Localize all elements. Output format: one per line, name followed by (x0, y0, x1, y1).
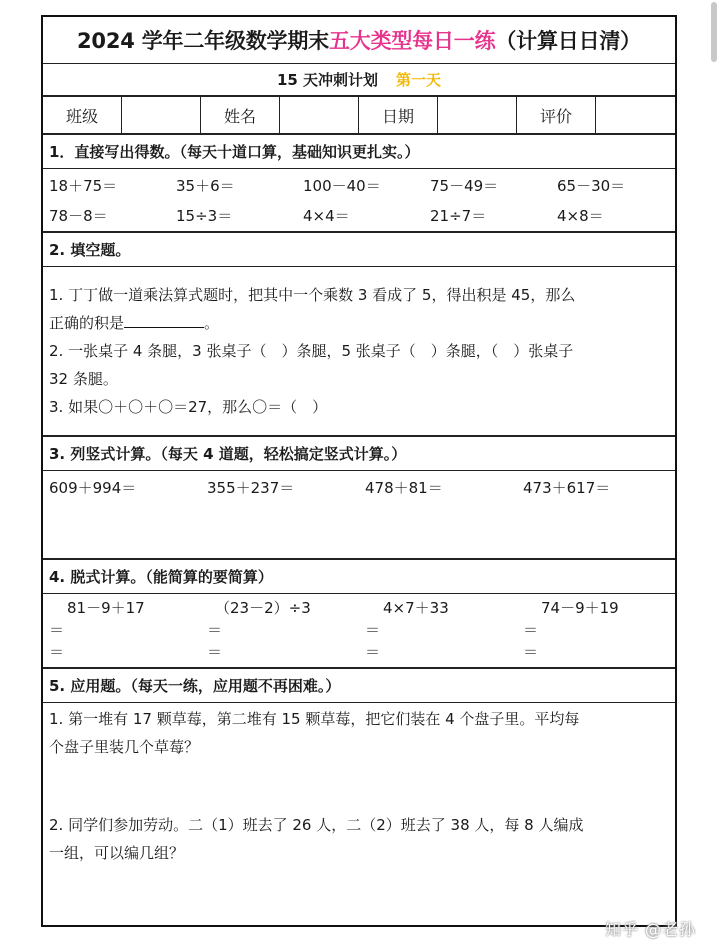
plan-label: 15 天冲刺计划 (276, 71, 379, 89)
oral-problem: 78－8＝ (49, 207, 108, 225)
zhihu-watermark: 知乎 @老孙 (604, 920, 696, 939)
equals-sign: ＝ (207, 643, 223, 661)
stepwise-problem: （23－2）÷3 (215, 599, 311, 617)
stepwise-problem: 74－9＋19 (541, 599, 619, 617)
oral-problem: 35＋6＝ (176, 177, 235, 195)
vertical-problem: 609＋994＝ (49, 479, 137, 497)
worksheet-title (43, 17, 675, 64)
name-field[interactable] (280, 97, 359, 133)
oral-problem: 21÷7＝ (430, 207, 487, 225)
title-highlight: 五大类型每日一练 (328, 29, 496, 53)
oral-problem: 100－40＝ (303, 177, 381, 195)
title-prefix: 2024 学年二年级数学期末 (77, 29, 329, 53)
fill-question-2a: 2. 一张桌子 4 条腿，3 张桌子（ ）条腿，5 张桌子（ ）条腿，（ ）张桌子 (49, 342, 574, 360)
name-label: 姓名 (201, 97, 280, 133)
class-field[interactable] (122, 97, 201, 133)
title-suffix: （计算日日清） (495, 29, 641, 53)
date-field[interactable] (438, 97, 517, 133)
answer-space[interactable] (43, 761, 675, 811)
scrollbar[interactable] (711, 2, 717, 62)
section-1-heading: 1．直接写出得数。（每天十道口算，基础知识更扎实。） (43, 135, 675, 169)
section-1-body (43, 169, 675, 233)
info-row (43, 97, 675, 135)
oral-problem: 65－30＝ (557, 177, 626, 195)
worksheet (41, 15, 677, 927)
section-4-heading: 4. 脱式计算。（能简算的要简算） (43, 560, 675, 594)
fill-question-1b-end: 。 (204, 314, 220, 332)
fill-question-2b: 32 条腿。 (49, 370, 118, 388)
equals-sign: ＝ (49, 621, 65, 639)
section-5-body (43, 703, 675, 867)
subtitle (43, 64, 675, 97)
fill-question-3: 3. 如果〇＋〇＋〇＝27，那么〇＝（ ） (49, 398, 328, 416)
word-problem-2b: 一组，可以编几组？ (49, 844, 185, 862)
vertical-problem: 478＋81＝ (365, 479, 443, 497)
oral-problem: 4×4＝ (303, 207, 350, 225)
stepwise-problem: 4×7＋33 (383, 599, 449, 617)
section-3-body (43, 471, 675, 560)
eval-label: 评价 (517, 97, 596, 133)
equals-sign: ＝ (365, 621, 381, 639)
word-problem-1a: 1. 第一堆有 17 颗草莓，第二堆有 15 颗草莓，把它们装在 4 个盘子里。平均每 (49, 710, 580, 728)
equals-sign: ＝ (523, 621, 539, 639)
vertical-problem: 355＋237＝ (207, 479, 295, 497)
equals-sign: ＝ (207, 621, 223, 639)
oral-problem: 75－49＝ (430, 177, 499, 195)
section-2-body (43, 267, 675, 437)
section-5-heading: 5. 应用题。（每天一练，应用题不再困难。） (43, 669, 675, 703)
equals-sign: ＝ (49, 643, 65, 661)
section-4-body (43, 594, 675, 669)
eval-field[interactable] (596, 97, 675, 133)
word-problem-2a: 2. 同学们参加劳动。二（1）班去了 26 人，二（2）班去了 38 人，每 8 人编成 (49, 816, 584, 834)
vertical-problem: 473＋617＝ (523, 479, 611, 497)
word-problem-1b: 个盘子里装几个草莓？ (49, 738, 200, 756)
oral-problem: 18＋75＝ (49, 177, 118, 195)
oral-problem: 15÷3＝ (176, 207, 233, 225)
equals-sign: ＝ (523, 643, 539, 661)
date-label: 日期 (359, 97, 438, 133)
answer-blank[interactable] (124, 311, 204, 328)
day-label: 第一天 (396, 71, 442, 89)
oral-problem: 4×8＝ (557, 207, 604, 225)
equals-sign: ＝ (365, 643, 381, 661)
fill-question-1b (43, 309, 675, 337)
fill-question-1b-text: 正确的积是 (49, 314, 125, 332)
stepwise-problem: 81－9＋17 (67, 599, 145, 617)
section-3-heading: 3. 列竖式计算。（每天 4 道题，轻松搞定竖式计算。） (43, 437, 675, 471)
fill-question-1a: 1. 丁丁做一道乘法算式题时，把其中一个乘数 3 看成了 5，得出积是 45，那么 (49, 286, 576, 304)
class-label: 班级 (43, 97, 122, 133)
section-2-heading: 2. 填空题。 (43, 233, 675, 267)
